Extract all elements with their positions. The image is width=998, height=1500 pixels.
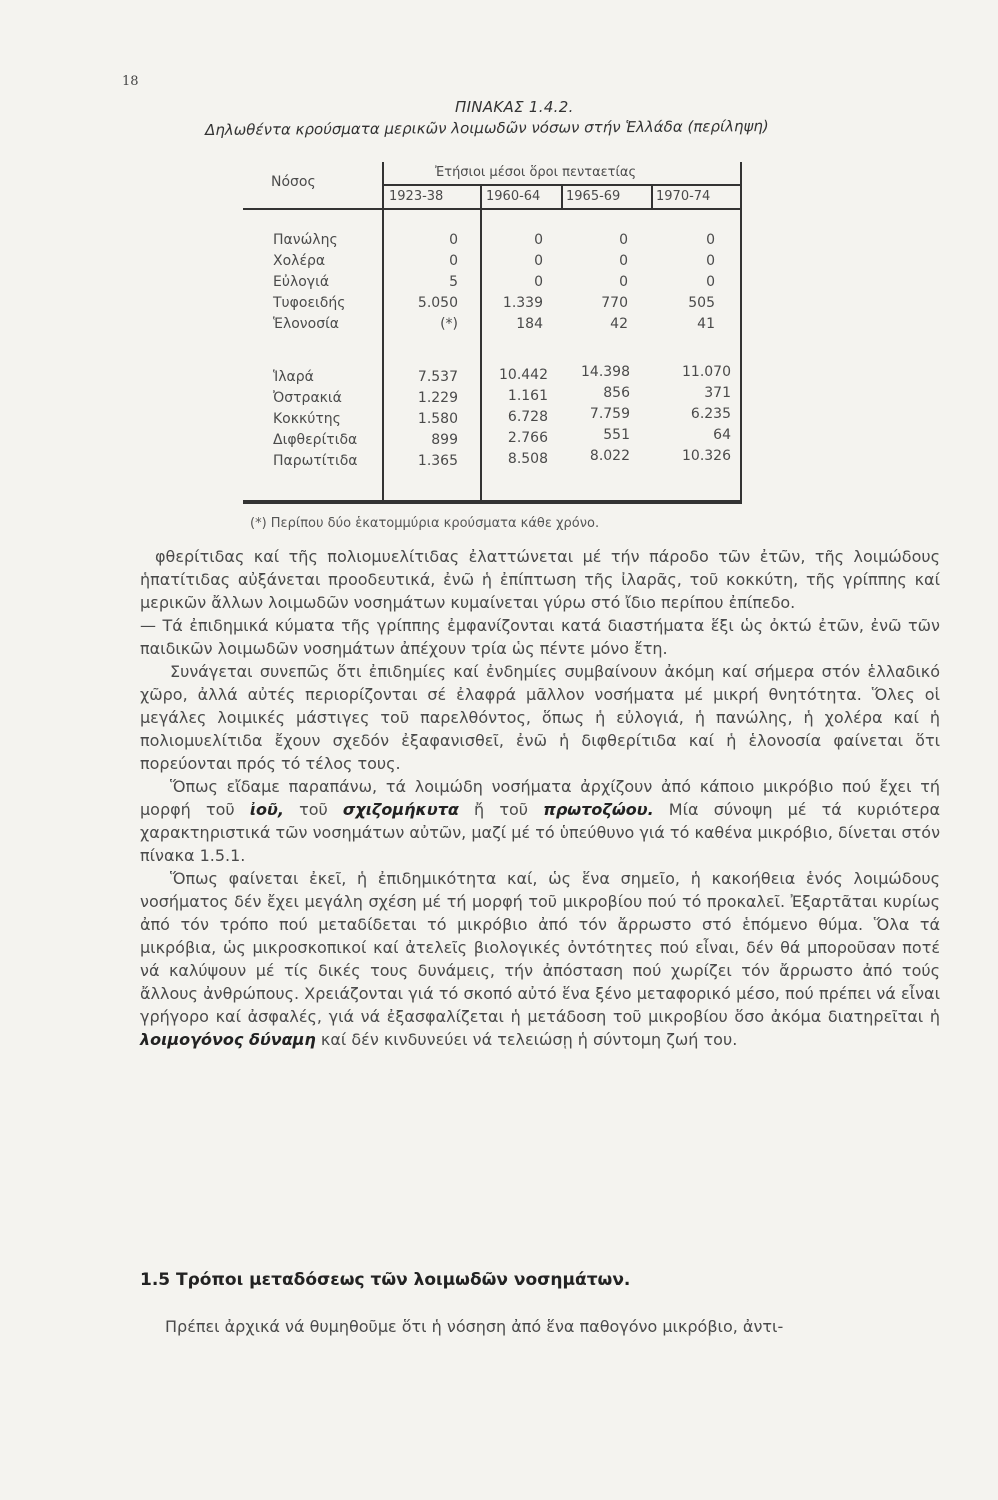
paragraph: Συνάγεται συνεπῶς ὅτι ἐπιδημίες καί ἐνδημίες συμβαίνουν ἀκόμη καί σήμερα στόν ἑλλαδικό χῶρο, ἀλλά αὐτές περιορίζονται σέ ἐλαφρά μᾶλλον νοσήματα μέ μικρή θνητότητα. Ὅλες οἱ μεγάλες λοιμικές μάστιγες τοῦ παρελθόντος, ὅπως ἡ εὐλογιά, ἡ πανώλης, ἡ χολέρα καί ἡ πολιομυελίτιδα ἔχουν σχεδόν ἐξαφανισθεῖ, ἐνῶ ἡ διφθερίτιδα καί ἡ ἑλονοσία φαίνεται ὅτι πορεύονται πρός τό τέλος τους.	[140, 662, 940, 773]
value-cell: 0	[534, 232, 543, 248]
value-cell: 5	[449, 274, 458, 290]
term-schizomycete: σχιζομήκυτα	[342, 800, 459, 819]
value-cell: 0	[449, 253, 458, 269]
header-group-label: Ἐτήσιοι μέσοι ὅροι πενταετίας	[435, 165, 637, 180]
table-rule	[243, 500, 740, 502]
header-period: 1960-64	[486, 189, 541, 204]
disease-name: Πανώλης	[273, 232, 338, 248]
paragraph: — Τά ἐπιδημικά κύματα τῆς γρίππης ἐμφανίζονται κατά διαστήματα ἕξι ὡς ὀκτώ ἐτῶν, ἐνῶ τῶν παιδικῶν λοιμωδῶν νοσημάτων ἀπέχουν τρία ὡς πέντε μόνο ἔτη.	[140, 616, 940, 658]
value-cell: 5.050	[417, 295, 458, 311]
value-cell: 0	[706, 253, 715, 269]
value-cell: 11.070	[682, 364, 731, 380]
table-rule	[480, 184, 482, 502]
value-cell: 8.022	[589, 448, 630, 464]
disease-name: Τυφοειδής	[273, 295, 346, 311]
value-cell: 7.537	[417, 369, 458, 385]
statistics-table	[243, 162, 742, 504]
value-cell: 856	[603, 385, 630, 401]
value-cell: 1.229	[417, 390, 458, 406]
paragraph-text: ἤ τοῦ	[458, 800, 544, 819]
value-cell: 7.759	[589, 406, 630, 422]
paragraph	[140, 775, 940, 867]
value-cell: 2.766	[507, 430, 548, 446]
value-cell: 0	[619, 253, 628, 269]
value-cell: 42	[610, 316, 628, 332]
value-cell: 0	[534, 274, 543, 290]
value-cell: 0	[706, 274, 715, 290]
header-period: 1923-38	[389, 189, 444, 204]
value-cell: 6.235	[690, 406, 731, 422]
table-rule	[382, 162, 384, 502]
paragraph-text: Μία σύνοψη μέ τά κυριότερα χαρακτηριστικά τῶν νοσημάτων αὐτῶν, μαζί μέ τό ὑπεύθυνο γιά τό καθένα μικρόβιο, δίνεται στόν πίνακα 1.5.1.	[140, 800, 941, 865]
term-protozoon: πρωτοζώου.	[543, 800, 654, 819]
value-cell: 551	[603, 427, 630, 443]
paragraph	[140, 867, 940, 1051]
table-footnote: (*) Περίπου δύο ἑκατομμύρια κρούσματα κάθε χρόνο.	[250, 516, 600, 531]
value-cell: 0	[619, 274, 628, 290]
value-cell: 1.161	[507, 388, 548, 404]
table-rule	[651, 184, 653, 210]
disease-name: Εὐλογιά	[273, 274, 330, 290]
paragraph-text: Ὅπως εἴδαμε παραπάνω, τά λοιμώδη νοσήματα ἀρχίζουν ἀπό κάποιο μικρόβιο πού ἔχει τή μορφή τοῦ	[140, 777, 940, 819]
value-cell: 1.339	[502, 295, 543, 311]
value-cell: 899	[431, 432, 458, 448]
header-period: 1970-74	[656, 189, 711, 204]
value-cell: 14.398	[581, 364, 630, 380]
section-first-line: Πρέπει ἀρχικά νά θυμηθοῦμε ὅτι ἡ νόσηση ἀπό ἕνα παθογόνο μικρόβιο, ἀντι-	[165, 1317, 784, 1336]
value-cell: 8.508	[507, 451, 548, 467]
page-number: 18	[122, 74, 139, 89]
disease-name: Διφθερίτιδα	[273, 432, 358, 448]
paragraph-text: καί δέν κινδυνεύει νά τελειώσῃ ἡ σύντομη ζωή του.	[315, 1030, 738, 1049]
paragraph-text: Ὅπως φαίνεται ἐκεῖ, ἡ ἐπιδημικότητα καί, ὡς ἕνα σημεῖο, ἡ κακοήθεια ἑνός λοιμώδους νοσήματος δέν ἔχει μεγάλη σχέση μέ τή μορφή τοῦ μικροβίου πού τό προκαλεῖ. Ἐξαρτᾶται κυρίως ἀπό τόν τρόπο πού μεταδίδεται τό μικρόβιο ἀπό τόν ἄρρωστο στό ἑπόμενο θύμα. Ὅλα τά μικρόβια, ὡς μικροσκοπικοί καί ἀτελεῖς βιολογικές ὀντότητες πού εἶναι, δέν θά μποροῦσαν ποτέ νά καλύψουν μέ τίς δικές τους δυνάμεις, τήν ἀπόσταση πού χωρίζει τόν ἄρρωστο ἀπό τούς ἄλλους ἀνθρώπους. Χρειάζονται γιά τό σκοπό αὐτό ἕνα ξένο μεταφορικό μέσο, πού πρέπει νά εἶναι γρήγορο καί ἀσφαλές, γιά νά ἐξασφαλίζεται ἡ μετάδοση τοῦ μικροβίου ὅσο ἀκόμα διατηρεῖται ἡ	[140, 869, 940, 1026]
value-cell: (*)	[440, 316, 458, 332]
disease-name: Ἑλονοσία	[273, 316, 340, 332]
value-cell: 0	[706, 232, 715, 248]
disease-name: Χολέρα	[273, 253, 326, 269]
disease-name: Παρωτίτιδα	[273, 453, 358, 469]
value-cell: 1.365	[417, 453, 458, 469]
paragraph-text: τοῦ	[283, 800, 343, 819]
value-cell: 6.728	[507, 409, 548, 425]
table-rule	[561, 184, 563, 210]
table-subtitle: Δηλωθέντα κρούσματα μερικῶν λοιμωδῶν νόσων στήν Ἑλλάδα (περίληψη)	[205, 117, 769, 139]
value-cell: 10.326	[682, 448, 731, 464]
header-period: 1965-69	[566, 189, 621, 204]
disease-name: Κοκκύτης	[273, 411, 341, 427]
body-text	[140, 545, 940, 1051]
header-disease: Νόσος	[271, 174, 316, 190]
table-rule	[243, 208, 740, 210]
paragraph: φθερίτιδας καί τῆς πολιομυελίτιδας ἐλαττώνεται μέ τήν πάροδο τῶν ἐτῶν, τῆς λοιμώδους ἡπατίτιδας αὐξάνεται προοδευτικά, ἐνῶ ἡ ἐπίπτωση τῆς ἰλαρᾶς, τοῦ κοκκύτη, τῆς γρίππης καί μερικῶν ἄλλων λοιμωδῶν νοσημάτων κυμαίνεται γύρω στό ἴδιο περίπου ἐπίπεδο.	[140, 547, 940, 612]
value-cell: 505	[688, 295, 715, 311]
value-cell: 1.580	[417, 411, 458, 427]
value-cell: 41	[697, 316, 715, 332]
value-cell: 0	[449, 232, 458, 248]
value-cell: 10.442	[499, 367, 548, 383]
disease-name: Ὀστρακιά	[273, 390, 342, 406]
term-virus: ἰοῦ,	[249, 800, 284, 819]
section-heading: 1.5 Τρόποι μεταδόσεως τῶν λοιμωδῶν νοσημάτων.	[140, 1270, 631, 1290]
disease-name: Ἱλαρά	[273, 369, 314, 385]
value-cell: 0	[534, 253, 543, 269]
value-cell: 770	[601, 295, 628, 311]
value-cell: 64	[713, 427, 731, 443]
value-cell: 0	[619, 232, 628, 248]
value-cell: 371	[704, 385, 731, 401]
table-title: ΠΙΝΑΚΑΣ 1.4.2.	[455, 98, 574, 116]
term-infective-power: λοιμογόνος δύναμη	[140, 1030, 316, 1049]
value-cell: 184	[516, 316, 543, 332]
